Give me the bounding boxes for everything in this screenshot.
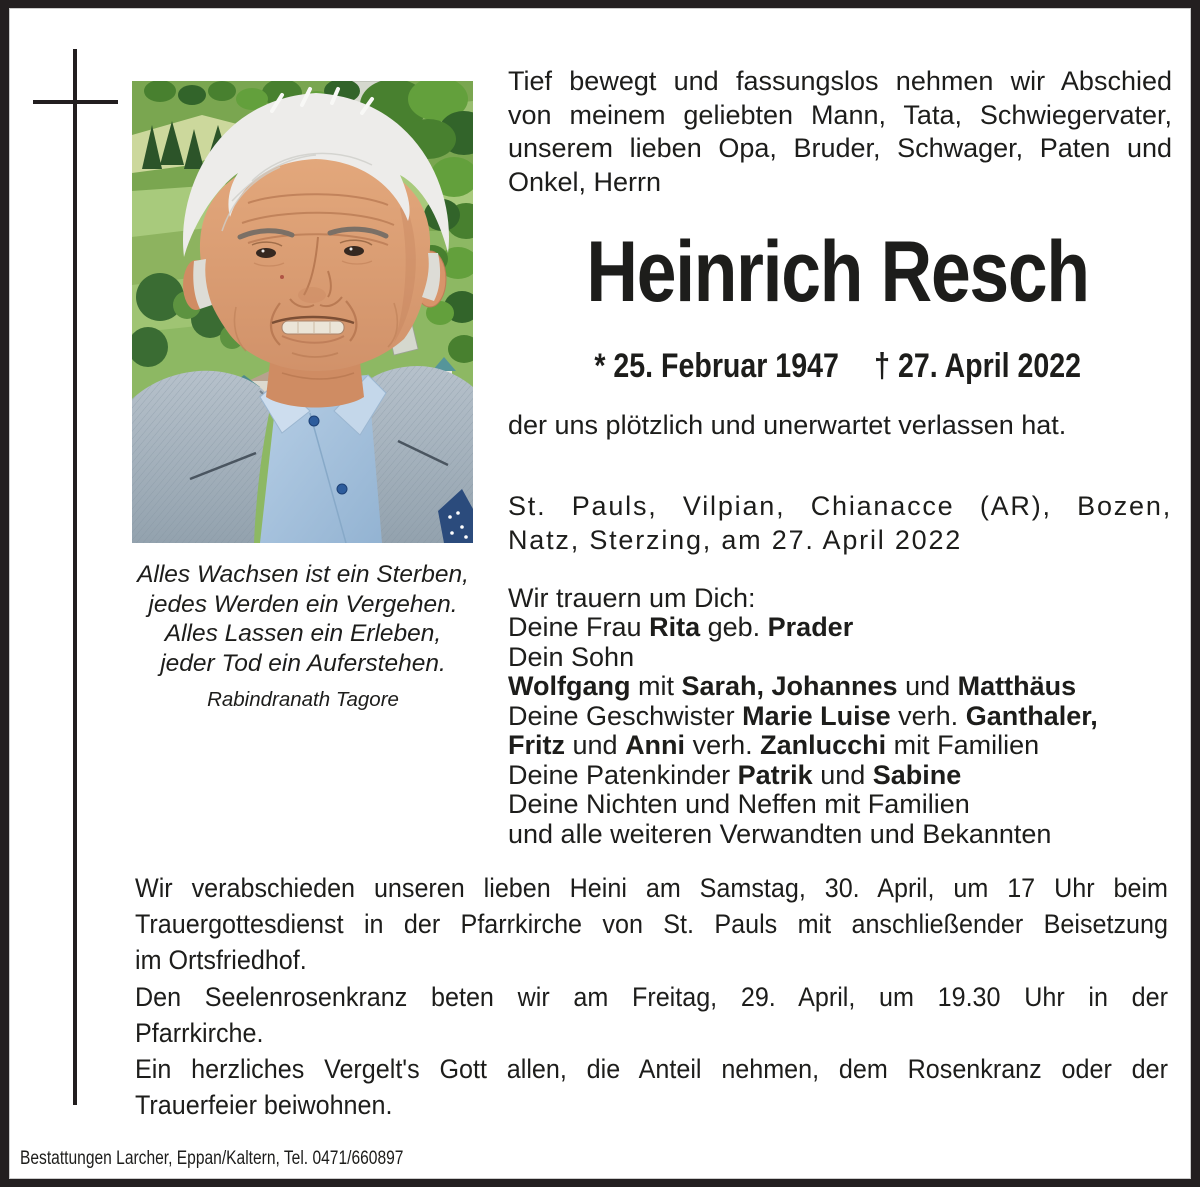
- death-notice-card: [10, 9, 1190, 1178]
- portrait-photo: [132, 81, 473, 543]
- mourning-heading: Wir trauern um Dich:: [508, 583, 756, 613]
- poem: [113, 560, 493, 715]
- places-date-line: St. Pauls, Vilpian, Chianacce (AR), Bozen, Natz, Sterzing, am 27. April 2022: [508, 491, 1172, 555]
- funeral-announcements: Wir verabschieden unseren lieben Heini am Samstag, 30. April, um 17 Uhr beim Trauergottesdienst in der Pfarrkirche von St. Pauls mit anschließender Beisetzung im Ortsfriedhof. Den Seelenrosenkranz beten wir am Freitag, 29. April, um 19.30 Uhr in der Pfarrkirche. Ein herzliches Vergelt's Gott allen, die Anteil nehmen, dem Rosenkranz oder der Trauerfeier beiwohnen.: [135, 873, 1168, 1121]
- life-dates: [508, 347, 1168, 386]
- intro-text: Tief bewegt und fassungslos nehmen wir Abschied von meinem geliebten Mann, Tata, Schwiegervater, unserem lieben Opa, Bruder, Schwager, Paten und Onkel, Herrn: [508, 66, 1172, 197]
- funeral-home-footer: Bestattungen Larcher, Eppan/Kaltern, Tel. 0471/660897: [20, 1148, 404, 1169]
- deceased-name: Heinrich Resch: [586, 224, 1090, 320]
- portrait-illustration: [132, 81, 473, 543]
- birth-date: * 25. Februar 1947: [594, 347, 840, 385]
- poem-lines: Alles Wachsen ist ein Sterben, jedes Werden ein Vergehen. Alles Lassen ein Erleben, jeder Tod ein Auferstehen.: [137, 561, 469, 677]
- mourning-cross-icon: [73, 49, 77, 1105]
- mourning-cross-icon: [33, 100, 118, 104]
- passing-text: der uns plötzlich und unerwartet verlassen hat.: [508, 410, 1067, 440]
- poem-author: Rabindranath Tagore: [207, 688, 399, 712]
- death-date: † 27. April 2022: [874, 347, 1082, 385]
- mourning-list: Deine Frau Rita geb. Prader Dein Sohn Wolfgang mit Sarah, Johannes und Matthäus Deine Geschwister Marie Luise verh. Ganthaler, Fritz und Anni verh. Zanlucchi mit Familien Deine Patenkinder Patrik und Sabine Deine Nichten und Neffen mit Familien und alle weiteren Verwandten und Bekannten: [508, 612, 1098, 849]
